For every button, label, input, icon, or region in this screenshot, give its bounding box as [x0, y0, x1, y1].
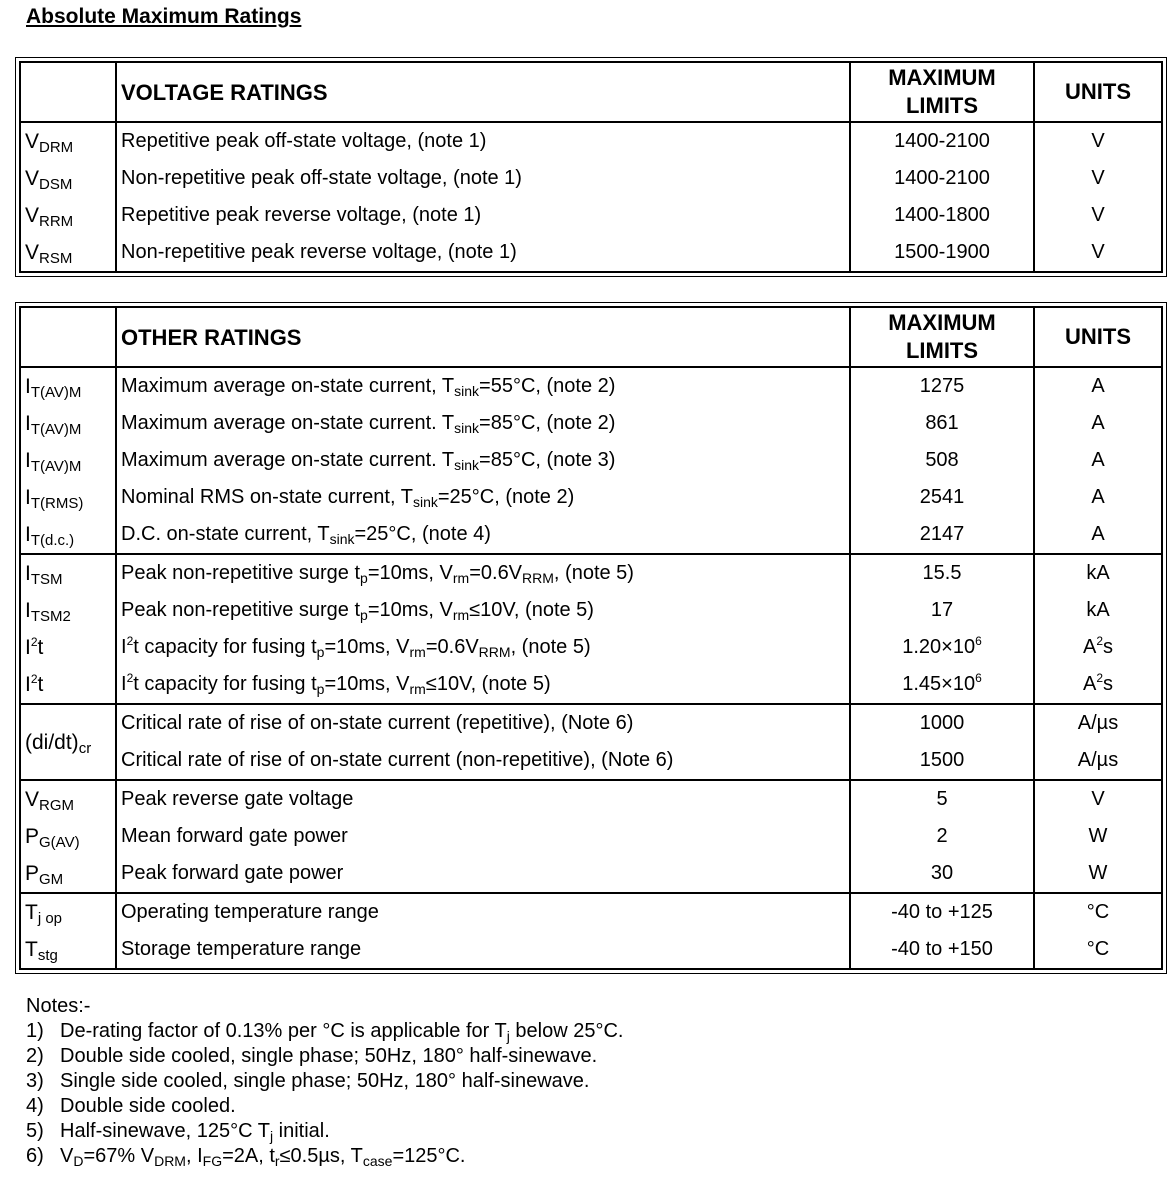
unit-cell: A/µs [1077, 749, 1119, 771]
symbol-cell: $T_{stg}$ [20, 931, 116, 969]
symbol-cell: $V_{DSM}$ [20, 160, 116, 197]
table-row [20, 479, 1162, 516]
symbol-cell: $I_{T(AV)M}$ [20, 367, 116, 405]
unit-cell: $A^2s$ [1082, 671, 1114, 695]
table-row [20, 931, 1162, 969]
symbol-cell: $I_{T(AV)M}$ [20, 442, 116, 479]
limit-cell: 508 [850, 442, 1034, 479]
description-cell: Peak forward gate power [116, 855, 850, 893]
symbol-cell: $V_{RGM}$ [20, 780, 116, 818]
description-cell: Maximum average on-state current, $T_{sink}=55^\circ C$, (note 2) [116, 367, 850, 405]
symbol-cell: $I_{TSM2}$ [20, 592, 116, 629]
limit-cell: 1400-2100 [850, 160, 1034, 197]
unit-cell: V [1091, 167, 1105, 189]
table-row [20, 442, 1162, 479]
units-header: UNITS [1034, 307, 1162, 367]
symbol-cell: $I_{T(AV)M}$ [20, 405, 116, 442]
description-cell: Mean forward gate power [116, 818, 850, 855]
table-row [20, 818, 1162, 855]
note-item: 4) Double side cooled. [26, 1095, 236, 1117]
table-row [20, 516, 1162, 554]
symbol-cell: $V_{DRM}$ [20, 122, 116, 160]
limit-cell: 1400-2100 [850, 122, 1034, 160]
unit-cell: A [1091, 449, 1105, 471]
limit-cell: -40 to +125 [850, 893, 1034, 931]
unit-cell: V [1034, 780, 1162, 818]
limit-cell: 2147 [850, 516, 1034, 554]
table-row [20, 780, 1162, 818]
table-row [20, 234, 1162, 272]
symbol-cell: $P_{G(AV)}$ [20, 818, 116, 855]
description-cell: Non-repetitive peak reverse voltage, (note 1) [116, 234, 850, 272]
limit-cell: 30 [850, 855, 1034, 893]
table-row [20, 122, 1162, 160]
note-item: 6) $V_D=67\%$ $V_{DRM}$, $I_{FG}=2A$, $t_r\le 0.5\mu s$, $T_{case}=125^\circ C$. [26, 1145, 466, 1169]
table-row [20, 405, 1162, 442]
description-cell: Storage temperature range [116, 931, 850, 969]
unit-cell: V [1091, 130, 1105, 152]
limits-header: MAXIMUM LIMITS [850, 62, 1034, 122]
limits-header: MAXIMUM LIMITS [850, 307, 1034, 367]
unit-cell: V [1091, 204, 1105, 226]
notes-section [26, 994, 623, 1169]
symbol-cell: $(di/dt)_{cr}$ [20, 704, 116, 780]
unit-cell: $A^2s$ [1082, 634, 1114, 658]
notes-list [26, 1019, 623, 1169]
table-row [20, 592, 1162, 629]
description-cell: Repetitive peak off-state voltage, (note 1) [116, 122, 850, 160]
symbol-cell: $I^2t$ [20, 629, 116, 666]
unit-cell: °C [1034, 893, 1162, 931]
limit-cell: 17 [850, 592, 1034, 629]
table-row [20, 666, 1162, 704]
table-row [20, 742, 1162, 780]
description-cell: $I^2t$ capacity for fusing $t_p=10ms$, $V_{rm}=0.6V_{RRM}$, (note 5) [116, 629, 850, 666]
unit-cell: °C [1086, 938, 1110, 960]
symbol-header [20, 307, 116, 367]
symbol-cell: $P_{GM}$ [20, 855, 116, 893]
limit-cell: 1500-1900 [850, 234, 1034, 272]
limit-cell: 15.5 [850, 554, 1034, 592]
table-row [20, 855, 1162, 893]
description-cell: Operating temperature range [116, 893, 850, 931]
note-item: 2) Double side cooled, single phase; 50Hz, 180° half-sinewave. [26, 1045, 598, 1067]
symbol-cell: $T_{j op}$ [20, 893, 116, 931]
limit-cell: 5 [850, 780, 1034, 818]
units-header: UNITS [1034, 62, 1162, 122]
note-item: 5) Half-sinewave, 125°C $T_j$ initial. [26, 1120, 330, 1144]
section-heading: VOLTAGE RATINGS [116, 62, 850, 122]
unit-cell: A [1091, 375, 1105, 397]
description-cell: D.C. on-state current, $T_{sink}=25^\circ C$, (note 4) [116, 516, 850, 554]
limit-cell: 2541 [850, 479, 1034, 516]
unit-cell: A [1091, 523, 1105, 545]
limit-cell: $1.45\times 10^6$ [850, 666, 1034, 704]
table-row [20, 160, 1162, 197]
description-cell: Maximum average on-state current. $T_{sink}=85^\circ C$, (note 3) [116, 442, 850, 479]
table-row [20, 893, 1162, 931]
symbol-cell: $I_{T(RMS)}$ [20, 479, 116, 516]
limit-cell: -40 to +150 [850, 931, 1034, 969]
symbol-cell: $V_{RSM}$ [20, 234, 116, 272]
symbol-cell: $I^2t$ [20, 666, 116, 704]
unit-cell: A/µs [1034, 704, 1162, 742]
voltage-ratings-table [15, 57, 1167, 277]
description-cell: Non-repetitive peak off-state voltage, (note 1) [116, 160, 850, 197]
description-cell: Peak reverse gate voltage [116, 780, 850, 818]
limit-cell: 1500 [850, 742, 1034, 780]
note-item: 1) De-rating factor of 0.13% per °C is applicable for $T_j$ below 25°C. [26, 1020, 624, 1044]
section-heading: OTHER RATINGS [116, 307, 850, 367]
description-cell: Repetitive peak reverse voltage, (note 1) [116, 197, 850, 234]
notes-heading: Notes:- [26, 995, 91, 1017]
other-ratings-table [15, 302, 1167, 974]
page-title: Absolute Maximum Ratings [26, 5, 302, 28]
table-row [20, 629, 1162, 666]
symbol-cell: $I_{T(d.c.)}$ [20, 516, 116, 554]
unit-cell: V [1091, 241, 1105, 263]
symbol-header [20, 62, 116, 122]
note-item: 3) Single side cooled, single phase; 50Hz, 180° half-sinewave. [26, 1070, 590, 1092]
description-cell: Peak non-repetitive surge $t_p=10ms$, $V_{rm}=0.6V_{RRM}$, (note 5) [116, 554, 850, 592]
limit-cell: 1275 [850, 367, 1034, 405]
description-cell: Peak non-repetitive surge $t_p=10ms$, $V_{rm}\le 10V$, (note 5) [116, 592, 850, 629]
symbol-cell: $I_{TSM}$ [20, 554, 116, 592]
description-cell: Critical rate of rise of on-state current (repetitive), (Note 6) [116, 704, 850, 742]
table-row [20, 197, 1162, 234]
limit-cell: 2 [850, 818, 1034, 855]
unit-cell: W [1088, 825, 1108, 847]
table-header-row [20, 62, 1162, 122]
description-cell: Maximum average on-state current. $T_{sink}=85^\circ C$, (note 2) [116, 405, 850, 442]
table-row [20, 554, 1162, 592]
description-cell: Critical rate of rise of on-state current (non-repetitive), (Note 6) [116, 742, 850, 780]
description-cell: $I^2t$ capacity for fusing $t_p=10ms$, $V_{rm}\le 10V$, (note 5) [116, 666, 850, 704]
limit-cell: 861 [850, 405, 1034, 442]
description-cell: Nominal RMS on-state current, $T_{sink}=25^\circ C$, (note 2) [116, 479, 850, 516]
table-row [20, 367, 1162, 405]
unit-cell: kA [1086, 599, 1110, 621]
unit-cell: A [1091, 486, 1105, 508]
limit-cell: 1400-1800 [850, 197, 1034, 234]
unit-cell: A [1091, 412, 1105, 434]
table-row [20, 704, 1162, 742]
unit-cell: W [1088, 862, 1108, 884]
unit-cell: kA [1034, 554, 1162, 592]
limit-cell: 1000 [850, 704, 1034, 742]
limit-cell: $1.20\times 10^6$ [850, 629, 1034, 666]
table-header-row [20, 307, 1162, 367]
symbol-cell: $V_{RRM}$ [20, 197, 116, 234]
